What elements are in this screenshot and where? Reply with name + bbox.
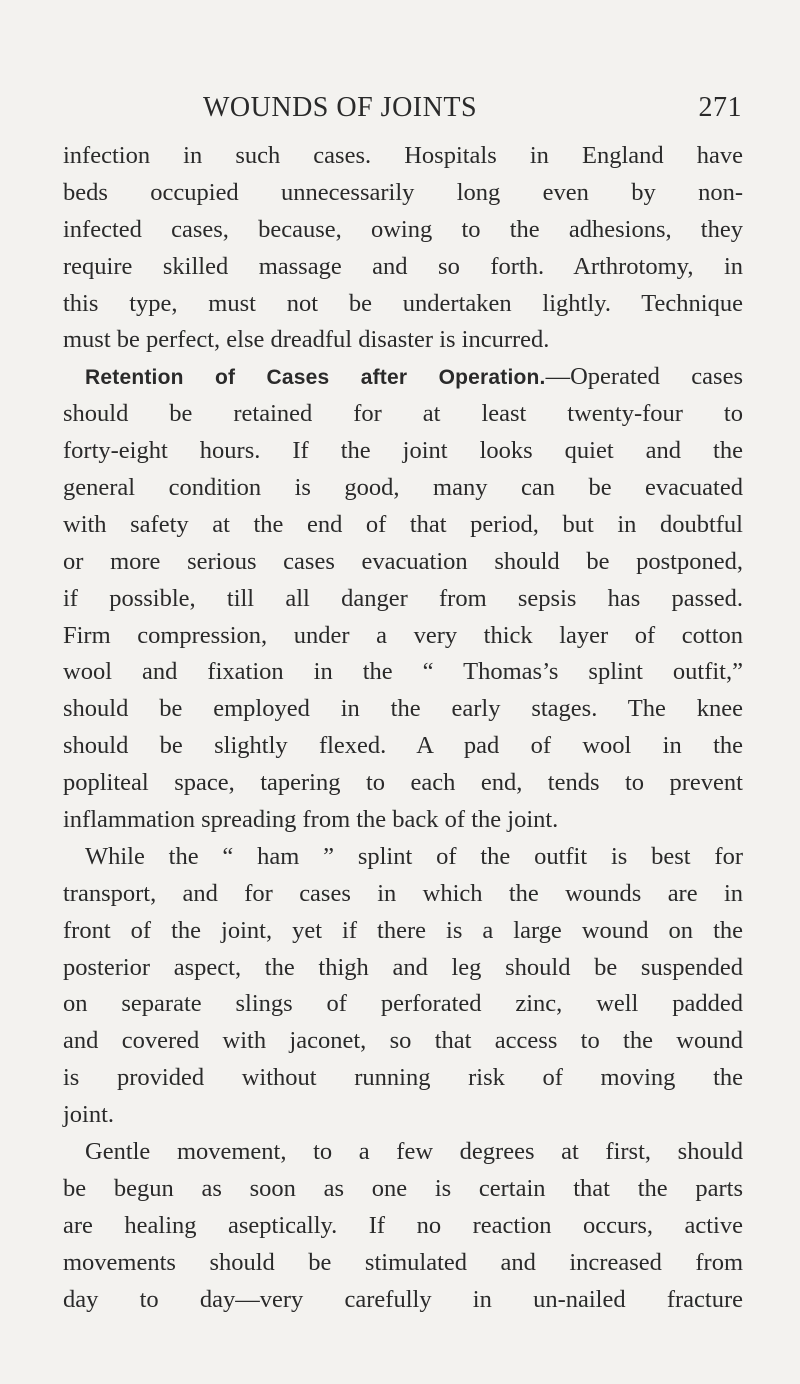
text-line: posterior aspect, the thigh and leg should be suspended [63,953,743,981]
text-line: this type, must not be undertaken lightly. Technique [63,289,743,317]
text-line: While the “ ham ” splint of the outfit is best for [85,842,743,870]
text-line: Gentle movement, to a few degrees at first, should [85,1138,743,1166]
text-line [63,359,743,396]
text-line: day to day—very carefully in un-nailed fracture [63,1285,743,1313]
text-line: forty-eight hours. If the joint looks quiet and the [63,437,743,465]
text-line: movements should be stimulated and increased from [63,1248,743,1276]
text-line: general condition is good, many can be evacuated [63,474,743,502]
running-head [203,88,742,128]
text-line: infected cases, because, owing to the adhesions, they [63,215,743,243]
text-line: beds occupied unnecessarily long even by non- [63,178,743,206]
text-line: popliteal space, tapering to each end, tends to prevent [63,769,743,797]
text-line: should be slightly flexed. A pad of wool in the [63,732,743,760]
text-line: joint. [63,1101,115,1129]
body-text [63,138,743,1319]
text-line: should be employed in the early stages. The knee [63,695,743,723]
text-line: and covered with jaconet, so that access to the wound [63,1027,743,1055]
text-line: must be perfect, else dreadful disaster is incurred. [63,326,550,354]
text-line: be begun as soon as one is certain that the parts [63,1174,743,1202]
text-line: front of the joint, yet if there is a large wound on the [63,916,743,944]
text-line: infection in such cases. Hospitals in England have [63,142,743,169]
text-line: or more serious cases evacuation should be postponed, [63,547,743,575]
chapter-title: WOUNDS OF JOINTS [203,92,478,123]
text-line: wool and fixation in the “ Thomas’s splint outfit,” [63,658,743,686]
text-line: is provided without running risk of moving the [63,1064,743,1092]
sidehead-continuation: —Operated cases [545,363,743,391]
text-line: if possible, till all danger from sepsis has passed. [63,584,743,612]
text-line: inflammation spreading from the back of the joint. [63,806,559,834]
text-line: on separate slings of perforated zinc, well padded [63,990,743,1018]
text-line: transport, and for cases in which the wounds are in [63,879,743,907]
text-line: Firm compression, under a very thick layer of cotton [63,621,743,649]
text-line: with safety at the end of that period, but in doubtful [63,510,743,538]
section-sidehead: Retention of Cases after Operation. [85,366,546,390]
page-number: 271 [698,92,742,123]
text-line: require skilled massage and so forth. Arthrotomy, in [63,252,743,280]
text-line: are healing aseptically. If no reaction occurs, active [63,1211,743,1239]
text-line: should be retained for at least twenty-four to [63,400,743,428]
